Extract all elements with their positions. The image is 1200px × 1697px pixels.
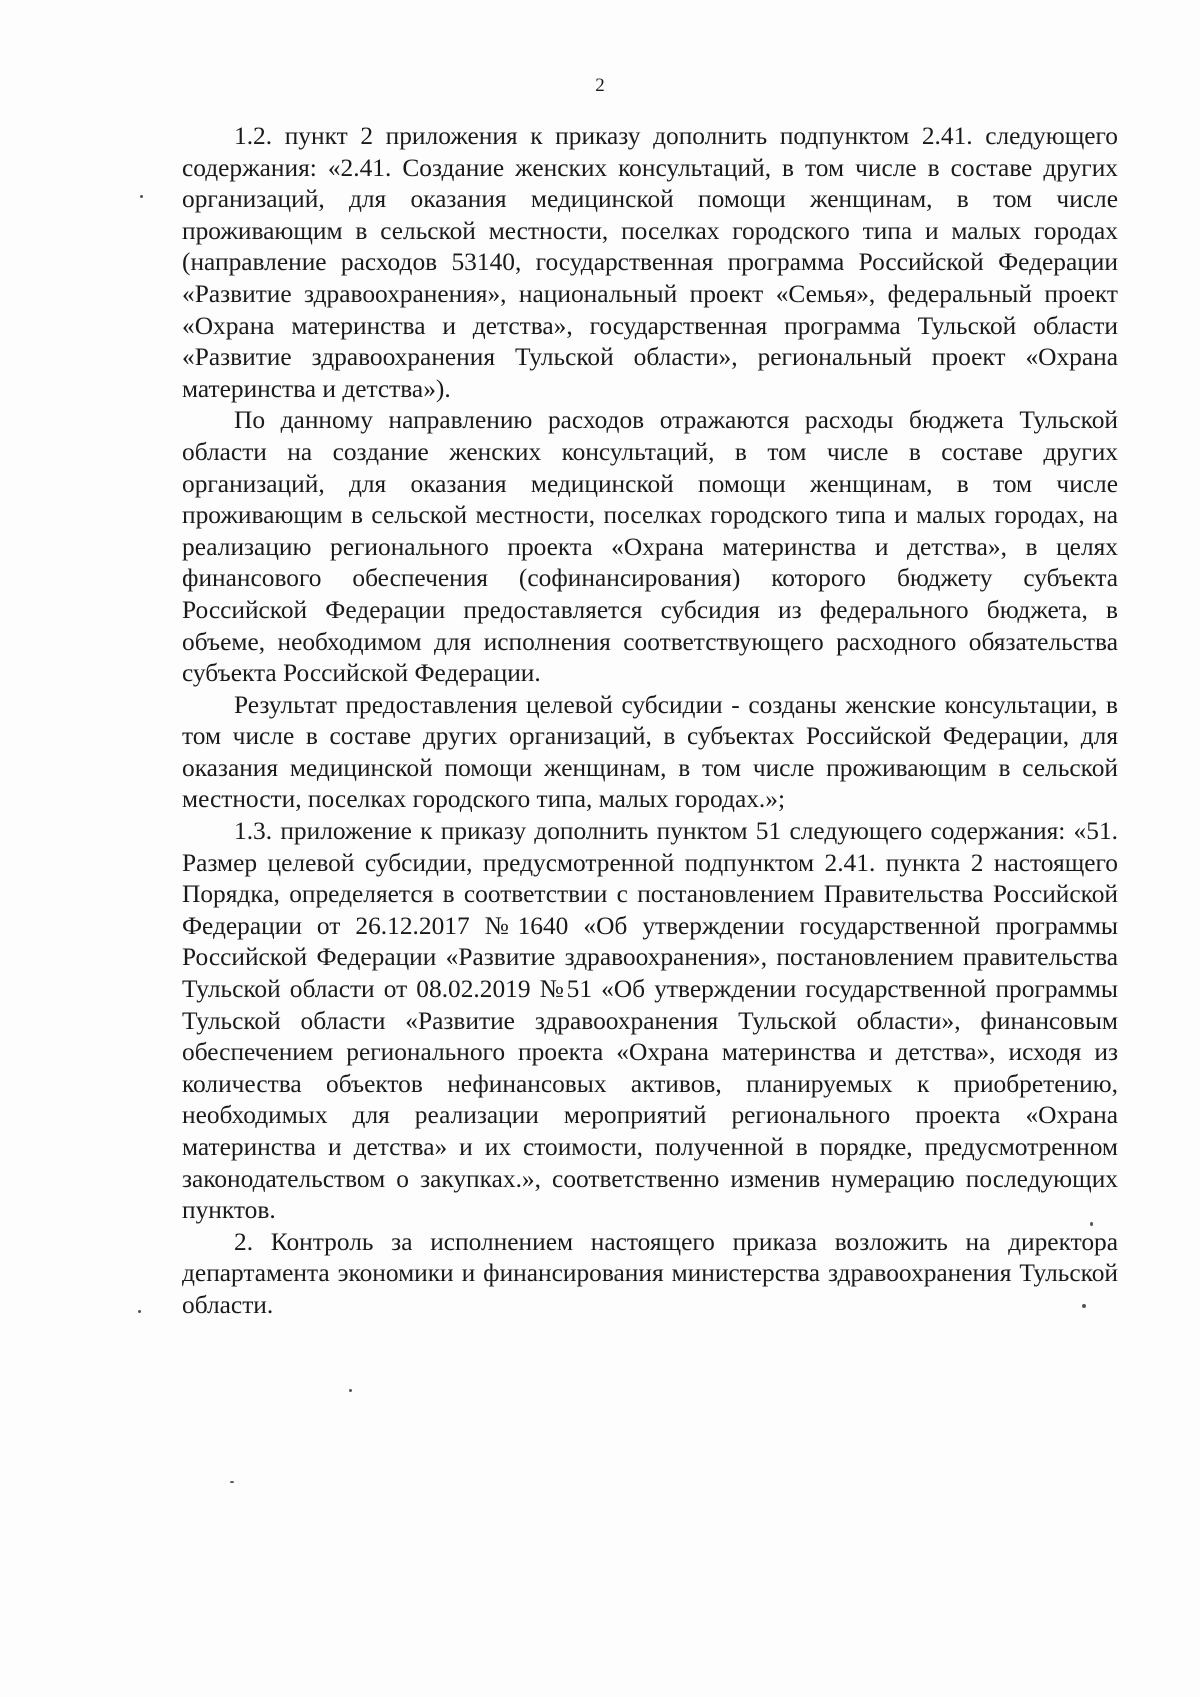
paragraph-subsidy-result: Результат предоставления целевой субсидии - созданы женские консультации, в том числе в составе других организаций, в субъектах Российской Федерации, для оказания медицинской помощи женщинам, в том числе проживающим в сельской местности, поселках городского типа, малых городах.»; bbox=[182, 690, 1118, 814]
scan-speck bbox=[1082, 1304, 1086, 1308]
paragraph-expense-direction: По данному направлению расходов отражаются расходы бюджета Тульской области на создание женских консультаций, в том числе в составе других организаций, для оказания медицинской помощи женщинам, в том числе проживающим в сельской местности, поселках городского типа и малых городах, на реализацию регионального проекта «Охрана материнства и детства», в целях финансового обеспечения (софинансирования) которого бюджету субъекта Российской Федерации предоставляется субсидия из федерального бюджета, в объеме, необходимом для исполнения соответствующего расходного обязательства субъекта Российской Федерации. bbox=[182, 406, 1118, 688]
scan-speck bbox=[349, 1389, 352, 1392]
scan-speck bbox=[138, 1310, 141, 1313]
scan-speck bbox=[140, 195, 143, 198]
document-body bbox=[182, 121, 1118, 1322]
page-number: 2 bbox=[595, 75, 605, 96]
paragraph-1-3: 1.3. приложение к приказу дополнить пунктом 51 следующего содержания: «51. Размер целевой субсидии, предусмотренной подпунктом 2.41. пункта 2 настоящего Порядка, определяется в соответствии с постановлением Правительства Российской Федерации от 26.12.2017 №1640 «Об утверждении государственной программы Российской Федерации «Развитие здравоохранения», постановлением правительства Тульской области от 08.02.2019 №51 «Об утверждении государственной программы Тульской области «Развитие здравоохранения Тульской области», финансовым обеспечением регионального проекта «Охрана материнства и детства», исходя из количества объектов нефинансовых активов, планируемых к приобретению, необходимых для реализации мероприятий регионального проекта «Охрана материнства и детства» и их стоимости, полученной в порядке, предусмотренном законодательством о закупках.», соответственно изменив нумерацию последующих пунктов. bbox=[182, 817, 1118, 1225]
paragraph-1-2: 1.2. пункт 2 приложения к приказу дополнить подпунктом 2.41. следующего содержания: «2.41. Создание женских консультаций, в том числе в составе других организаций, для оказания медицинской помощи женщинам, в том числе проживающим в сельской местности, поселках городского типа и малых городах (направление расходов 53140, государственная программа Российской Федерации «Развитие здравоохранения», национальный проект «Семья», федеральный проект «Охрана материнства и детства», государственная программа Тульской области «Развитие здравоохранения Тульской области», региональный проект «Охрана материнства и детства»). bbox=[182, 122, 1118, 403]
paragraph-2-control: 2. Контроль за исполнением настоящего приказа возложить на директора департамента экономики и финансирования министерства здравоохранения Тульской области. bbox=[182, 1227, 1118, 1319]
scan-speck bbox=[1090, 1222, 1093, 1226]
scan-speck bbox=[230, 1481, 234, 1483]
